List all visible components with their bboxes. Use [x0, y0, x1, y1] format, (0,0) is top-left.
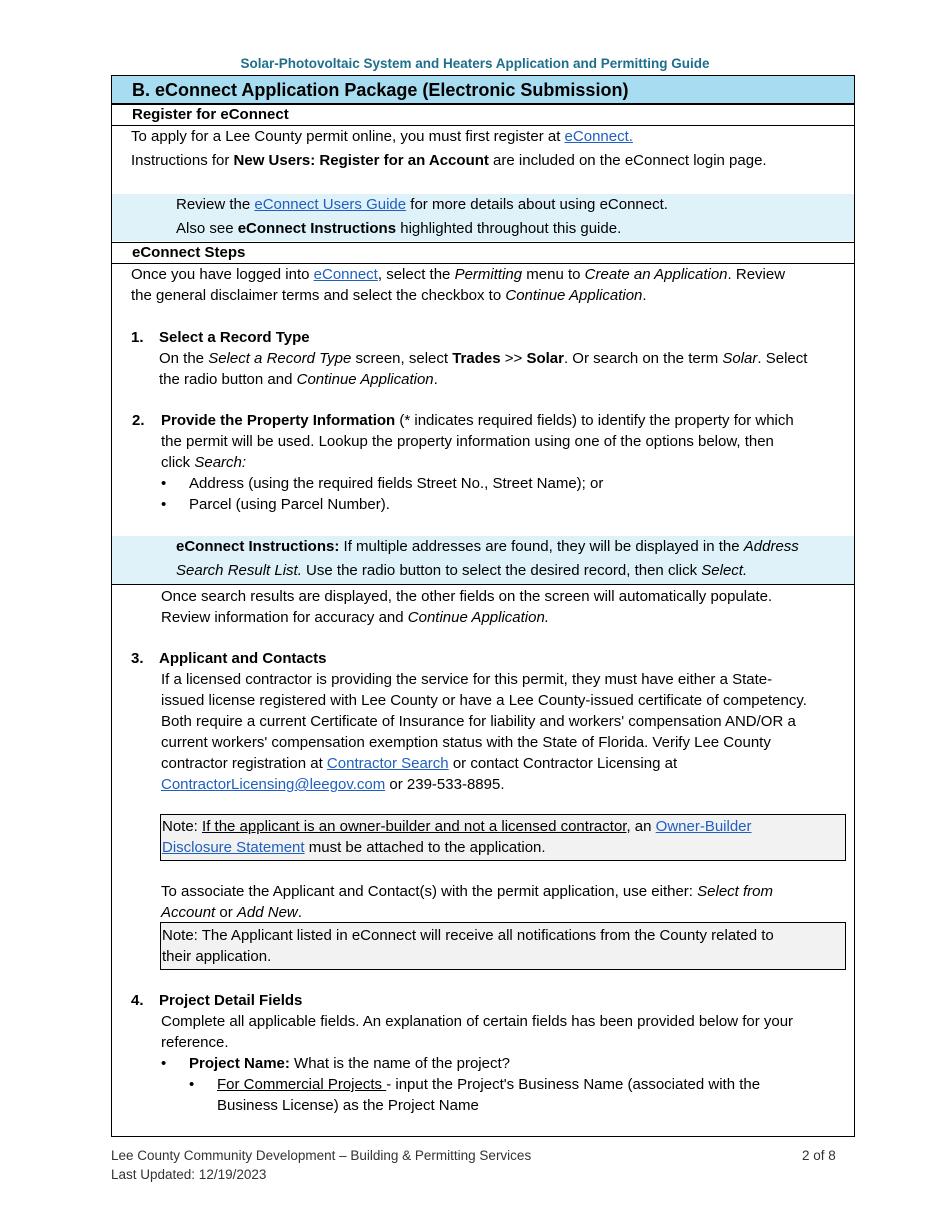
step-2-bullet-parcel: Parcel (using Parcel Number).	[189, 496, 390, 513]
content-frame	[111, 75, 855, 1137]
step-4-line-2: reference.	[161, 1034, 229, 1051]
step-1-line-2: the radio button and Continue Application.	[159, 371, 438, 388]
step-2-number: 2.	[132, 412, 145, 429]
step-3-associate-line-1: To associate the Applicant and Contact(s) with the permit application, use either: Select from	[161, 883, 773, 900]
econnect-users-guide-link[interactable]: eConnect Users Guide	[254, 196, 407, 213]
bullet-icon: •	[189, 1076, 195, 1093]
step-4-commercial-line-2: Business License) as the Project Name	[217, 1097, 479, 1114]
register-line-1: To apply for a Lee County permit online, you must first register at eConnect.	[131, 128, 633, 145]
note-2-line-1: Note: The Applicant listed in eConnect will receive all notifications from the County related to	[162, 927, 774, 944]
steps-intro-2: the general disclaimer terms and select the checkbox to Continue Application.	[131, 287, 647, 304]
step-3-line-6: ContractorLicensing@leegov.com or 239-533-8895.	[161, 776, 505, 793]
bullet-icon: •	[161, 475, 167, 492]
note-1-line-1: Note: If the applicant is an owner-builder and not a licensed contractor, an Owner-Builder	[162, 818, 752, 835]
note-2-line-2: their application.	[162, 948, 272, 965]
step-2-line-1: Provide the Property Information (* indicates required fields) to identify the property for which	[161, 412, 794, 429]
step-4-line-1: Complete all applicable fields. An explanation of certain fields has been provided below for your	[161, 1013, 794, 1030]
note-1-line-2: Disclosure Statement must be attached to the application.	[162, 839, 546, 856]
step-1-title: Select a Record Type	[159, 329, 310, 346]
econnect-link[interactable]: eConnect.	[564, 128, 633, 145]
steps-intro-1: Once you have logged into eConnect, select the Permitting menu to Create an Application. Review	[131, 266, 786, 283]
tip-line-1: Review the eConnect Users Guide for more details about using eConnect.	[176, 196, 668, 213]
step-4-number: 4.	[131, 992, 144, 1009]
step-3-title: Applicant and Contacts	[159, 650, 327, 667]
document-title: Solar-Photovoltaic System and Heaters Application and Permitting Guide	[240, 56, 710, 71]
steps-heading: eConnect Steps	[112, 242, 854, 264]
step-1-line-1: On the Select a Record Type screen, select Trades >> Solar. Or search on the term Solar. Select	[159, 350, 808, 367]
tip-line-2: Also see eConnect Instructions highlighted throughout this guide.	[176, 220, 622, 237]
applicant-notification-note	[160, 922, 846, 970]
register-line-2: Instructions for New Users: Register for an Account are included on the eConnect login page.	[131, 152, 767, 169]
step-2-bullet-address: Address (using the required fields Street No., Street Name); or	[189, 475, 604, 492]
contractor-search-link[interactable]: Contractor Search	[326, 755, 449, 772]
step-3-line-2: issued license registered with Lee County or have a Lee County-issued certificate of competency.	[161, 692, 807, 709]
step-2-after-line-1: Once search results are displayed, the other fields on the screen will automatically populate.	[161, 588, 773, 605]
step-4-project-name-bullet: Project Name: What is the name of the project?	[189, 1055, 510, 1072]
footer-last-updated: Last Updated: 12/19/2023	[111, 1167, 267, 1182]
step-3-associate-line-2: Account or Add New.	[161, 904, 302, 921]
step-3-line-3: Both require a current Certificate of Insurance for liability and workers' compensation AND/OR a	[161, 713, 796, 730]
instructions-line-2: Search Result List. Use the radio button to select the desired record, then click Select.	[176, 562, 748, 579]
register-heading: Register for eConnect	[112, 104, 854, 126]
bullet-icon: •	[161, 496, 167, 513]
econnect-login-link[interactable]: eConnect	[313, 266, 378, 283]
bullet-icon: •	[161, 1055, 167, 1072]
owner-builder-note	[160, 814, 846, 861]
step-3-line-5: contractor registration at Contractor Search or contact Contractor Licensing at	[161, 755, 678, 772]
section-heading: B. eConnect Application Package (Electronic Submission)	[112, 76, 854, 104]
step-2-line-3: click Search:	[161, 454, 247, 471]
contractor-licensing-email-link[interactable]: ContractorLicensing@leegov.com	[161, 776, 386, 793]
step-3-line-4: current workers' compensation exemption status with the State of Florida. Verify Lee County	[161, 734, 771, 751]
owner-builder-disclosure-link[interactable]: Owner-Builder	[655, 818, 752, 835]
step-3-number: 3.	[131, 650, 144, 667]
footer-page-number: 2 of 8	[802, 1148, 836, 1163]
step-2-line-2: the permit will be used. Lookup the property information using one of the options below, then	[161, 433, 774, 450]
step-2-after-line-2: Review information for accuracy and Continue Application.	[161, 609, 549, 626]
step-4-title: Project Detail Fields	[159, 992, 303, 1009]
step-2-instructions-box	[112, 536, 854, 585]
step-4-commercial-line-1: For Commercial Projects - input the Project's Business Name (associated with the	[217, 1076, 761, 1093]
owner-builder-disclosure-link-cont[interactable]: Disclosure Statement	[162, 839, 305, 856]
instructions-line-1: eConnect Instructions: If multiple addresses are found, they will be displayed in the Address	[176, 538, 799, 555]
footer-organization: Lee County Community Development – Building & Permitting Services	[111, 1148, 532, 1163]
step-3-line-1: If a licensed contractor is providing the service for this permit, they must have either a State-	[161, 671, 773, 688]
register-tip-box	[112, 194, 854, 241]
step-1-number: 1.	[131, 329, 144, 346]
